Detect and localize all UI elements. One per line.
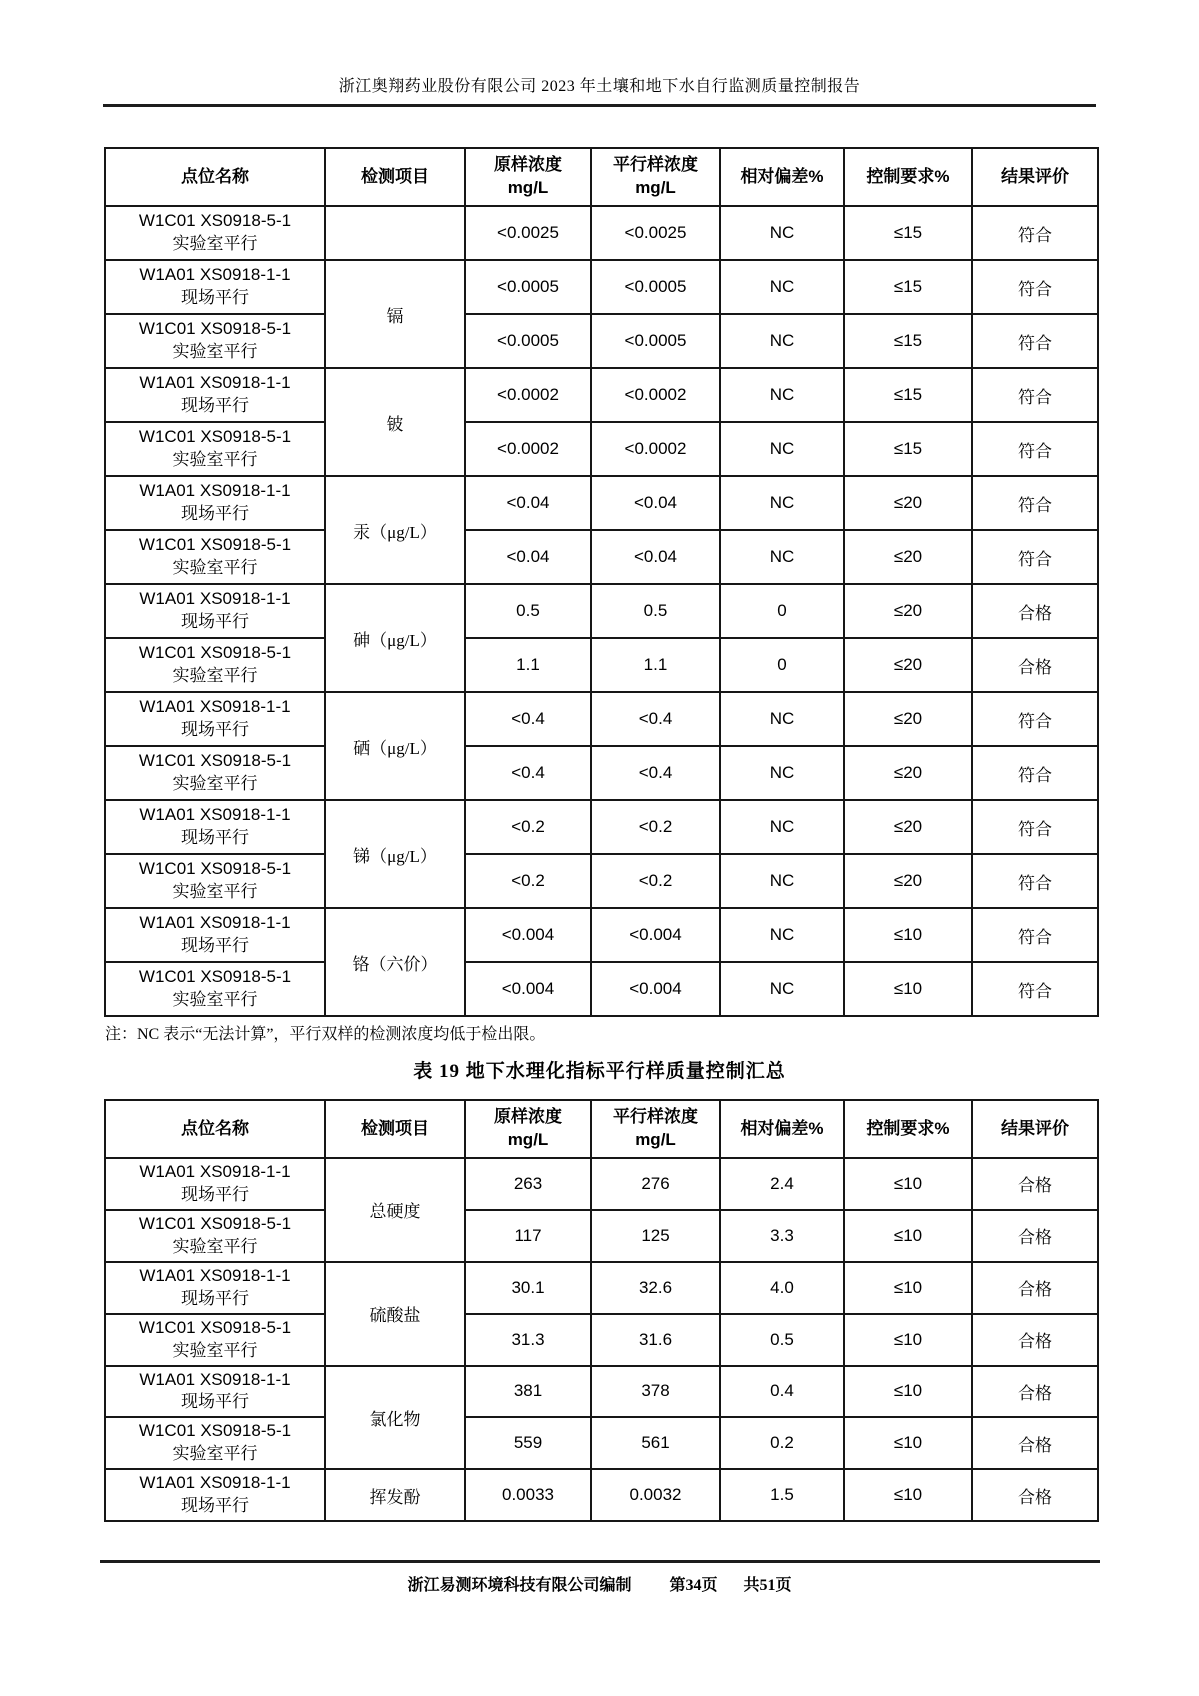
point-name-cell <box>105 1158 325 1210</box>
result-evaluation-cell: 符合 <box>972 530 1098 584</box>
point-type: 现场平行 <box>181 504 249 523</box>
point-name-cell <box>105 1210 325 1262</box>
table-row <box>105 1469 1098 1521</box>
control-requirement-cell: ≤20 <box>844 530 972 584</box>
point-type: 实验室平行 <box>172 342 258 361</box>
relative-deviation-cell: NC <box>720 368 844 422</box>
duplicate-concentration-cell: 0.5 <box>591 584 720 638</box>
original-concentration-cell: 31.3 <box>465 1314 591 1366</box>
relative-deviation-cell: NC <box>720 476 844 530</box>
footer-page-number: 第34页 <box>669 1577 718 1594</box>
relative-deviation-cell: NC <box>720 422 844 476</box>
relative-deviation-cell: 0.2 <box>720 1417 844 1469</box>
point-code: W1C01 XS0918-5-1 <box>138 535 292 555</box>
test-item-cell: 氯化物 <box>325 1366 465 1470</box>
point-code: W1C01 XS0918-5-1 <box>138 751 292 771</box>
duplicate-concentration-cell: <0.0002 <box>591 368 720 422</box>
table-row <box>105 368 1098 422</box>
test-item-cell <box>325 206 465 260</box>
column-header <box>844 1100 972 1158</box>
duplicate-concentration-cell: <0.0005 <box>591 314 720 368</box>
relative-deviation-cell: NC <box>720 746 844 800</box>
control-requirement-cell: ≤10 <box>844 1366 972 1418</box>
test-item-cell: 总硬度 <box>325 1158 465 1262</box>
table-row <box>105 206 1098 260</box>
point-name-cell <box>105 692 325 746</box>
point-name-cell <box>105 1469 325 1521</box>
point-name-cell <box>105 530 325 584</box>
table-row <box>105 530 1098 584</box>
table-header-row <box>105 148 1098 206</box>
control-requirement-cell: ≤10 <box>844 1417 972 1469</box>
control-requirement-cell: ≤10 <box>844 1469 972 1521</box>
test-item-cell: 挥发酚 <box>325 1469 465 1521</box>
test-item-cell: 铍 <box>325 368 465 476</box>
control-requirement-cell: ≤20 <box>844 638 972 692</box>
duplicate-concentration-cell: 0.0032 <box>591 1469 720 1521</box>
duplicate-concentration-cell: <0.004 <box>591 908 720 962</box>
table-row <box>105 314 1098 368</box>
test-item-cell: 砷（μg/L） <box>325 584 465 692</box>
table-row <box>105 1262 1098 1314</box>
column-header-label: 控制要求% <box>866 166 950 186</box>
relative-deviation-cell: NC <box>720 206 844 260</box>
point-name-cell <box>105 206 325 260</box>
groundwater-physicochemical-parallel-qc-table <box>104 1099 1099 1522</box>
relative-deviation-cell: NC <box>720 908 844 962</box>
relative-deviation-cell: NC <box>720 692 844 746</box>
column-header <box>465 148 591 206</box>
relative-deviation-cell: 1.5 <box>720 1469 844 1521</box>
control-requirement-cell: ≤15 <box>844 260 972 314</box>
point-type: 现场平行 <box>181 396 249 415</box>
point-name-cell <box>105 476 325 530</box>
table-row <box>105 422 1098 476</box>
test-item-cell: 镉 <box>325 260 465 368</box>
result-evaluation-cell: 符合 <box>972 260 1098 314</box>
result-evaluation-cell: 合格 <box>972 1262 1098 1314</box>
column-header-unit: mg/L <box>635 178 676 197</box>
point-type: 现场平行 <box>181 720 249 739</box>
point-type: 现场平行 <box>181 1184 249 1204</box>
control-requirement-cell: ≤20 <box>844 746 972 800</box>
column-header-unit: mg/L <box>507 178 549 197</box>
point-type: 现场平行 <box>181 612 249 631</box>
test-item-cell: 铬（六价） <box>325 908 465 1016</box>
column-header-unit: mg/L <box>635 1130 676 1149</box>
duplicate-concentration-cell: <0.2 <box>591 800 720 854</box>
page-header-title: 浙江奥翔药业股份有限公司 2023 年土壤和地下水自行监测质量控制报告 <box>338 78 861 95</box>
point-name-cell <box>105 800 325 854</box>
original-concentration-cell: 381 <box>465 1366 591 1418</box>
table-row <box>105 1210 1098 1262</box>
point-type: 实验室平行 <box>172 234 258 253</box>
footer-publisher: 浙江易测环境科技有限公司编制 <box>407 1577 632 1594</box>
table-row <box>105 584 1098 638</box>
point-name-cell <box>105 422 325 476</box>
original-concentration-cell: <0.0002 <box>465 422 591 476</box>
result-evaluation-cell: 符合 <box>972 368 1098 422</box>
control-requirement-cell: ≤10 <box>844 1210 972 1262</box>
control-requirement-cell: ≤10 <box>844 908 972 962</box>
point-name-cell <box>105 1314 325 1366</box>
point-name-cell <box>105 1262 325 1314</box>
control-requirement-cell: ≤10 <box>844 1158 972 1210</box>
point-name-cell <box>105 1417 325 1469</box>
point-type: 现场平行 <box>181 828 249 847</box>
point-type: 现场平行 <box>181 936 249 955</box>
relative-deviation-cell: NC <box>720 800 844 854</box>
point-name-cell <box>105 908 325 962</box>
point-code: W1C01 XS0918-5-1 <box>138 643 292 663</box>
point-name-cell <box>105 314 325 368</box>
result-evaluation-cell: 合格 <box>972 584 1098 638</box>
column-header-label: 点位名称 <box>181 1118 249 1138</box>
result-evaluation-cell: 符合 <box>972 800 1098 854</box>
result-evaluation-cell: 符合 <box>972 314 1098 368</box>
table-header-row <box>105 1100 1098 1158</box>
relative-deviation-cell: 0 <box>720 638 844 692</box>
point-name-cell <box>105 854 325 908</box>
duplicate-concentration-cell: <0.004 <box>591 962 720 1016</box>
result-evaluation-cell: 符合 <box>972 206 1098 260</box>
original-concentration-cell: <0.0005 <box>465 260 591 314</box>
point-name-cell <box>105 368 325 422</box>
control-requirement-cell: ≤15 <box>844 368 972 422</box>
point-type: 实验室平行 <box>172 1236 258 1256</box>
original-concentration-cell: 559 <box>465 1417 591 1469</box>
duplicate-concentration-cell: <0.04 <box>591 476 720 530</box>
point-code: W1A01 XS0918-1-1 <box>139 805 291 825</box>
control-requirement-cell: ≤10 <box>844 962 972 1016</box>
point-type: 实验室平行 <box>172 882 258 901</box>
table-row <box>105 1314 1098 1366</box>
table2-title: 表 19 地下水理化指标平行样质量控制汇总 <box>413 1061 786 1082</box>
point-name-cell <box>105 260 325 314</box>
table-row <box>105 260 1098 314</box>
original-concentration-cell: <0.0002 <box>465 368 591 422</box>
duplicate-concentration-cell: 31.6 <box>591 1314 720 1366</box>
point-name-cell <box>105 1366 325 1418</box>
point-code: W1A01 XS0918-1-1 <box>139 1369 291 1389</box>
result-evaluation-cell: 符合 <box>972 854 1098 908</box>
column-header <box>720 148 844 206</box>
relative-deviation-cell: 0.4 <box>720 1366 844 1418</box>
column-header <box>972 1100 1098 1158</box>
relative-deviation-cell: 2.4 <box>720 1158 844 1210</box>
table-row <box>105 692 1098 746</box>
test-item-cell: 锑（μg/L） <box>325 800 465 908</box>
point-type: 现场平行 <box>181 1288 249 1308</box>
duplicate-concentration-cell: <0.2 <box>591 854 720 908</box>
original-concentration-cell: 0.5 <box>465 584 591 638</box>
point-name-cell <box>105 638 325 692</box>
result-evaluation-cell: 符合 <box>972 476 1098 530</box>
original-concentration-cell: <0.4 <box>465 692 591 746</box>
original-concentration-cell: <0.04 <box>465 530 591 584</box>
point-code: W1A01 XS0918-1-1 <box>139 589 291 609</box>
test-item-cell: 硒（μg/L） <box>325 692 465 800</box>
relative-deviation-cell: 3.3 <box>720 1210 844 1262</box>
result-evaluation-cell: 合格 <box>972 1417 1098 1469</box>
point-code: W1A01 XS0918-1-1 <box>139 697 291 717</box>
column-header-label: 平行样浓度 <box>613 1107 698 1127</box>
column-header-label: 检测项目 <box>361 1118 429 1138</box>
test-item-cell: 硫酸盐 <box>325 1262 465 1366</box>
control-requirement-cell: ≤10 <box>844 1262 972 1314</box>
point-type: 现场平行 <box>181 1496 249 1516</box>
duplicate-concentration-cell: <0.4 <box>591 692 720 746</box>
column-header-unit: mg/L <box>507 1130 549 1149</box>
original-concentration-cell: <0.004 <box>465 962 591 1016</box>
table-row <box>105 908 1098 962</box>
result-evaluation-cell: 符合 <box>972 422 1098 476</box>
result-evaluation-cell: 符合 <box>972 908 1098 962</box>
footer-page-total: 共51页 <box>743 1577 792 1594</box>
point-code: W1A01 XS0918-1-1 <box>139 1473 291 1493</box>
original-concentration-cell: 117 <box>465 1210 591 1262</box>
table-note: 注：NC 表示“无法计算”，平行双样的检测浓度均低于检出限。 <box>105 1026 546 1043</box>
result-evaluation-cell: 合格 <box>972 1366 1098 1418</box>
column-header-label: 原样浓度 <box>494 1107 562 1127</box>
point-code: W1C01 XS0918-5-1 <box>138 427 292 447</box>
duplicate-concentration-cell: 125 <box>591 1210 720 1262</box>
column-header-label: 结果评价 <box>1001 1118 1069 1138</box>
column-header <box>325 1100 465 1158</box>
groundwater-metal-parallel-qc-table <box>104 147 1099 1017</box>
point-code: W1C01 XS0918-5-1 <box>138 319 292 339</box>
point-type: 现场平行 <box>181 1392 249 1412</box>
column-header-label: 相对偏差% <box>740 166 824 186</box>
point-type: 实验室平行 <box>172 558 258 577</box>
duplicate-concentration-cell: 276 <box>591 1158 720 1210</box>
original-concentration-cell: <0.2 <box>465 854 591 908</box>
table-row <box>105 1417 1098 1469</box>
result-evaluation-cell: 合格 <box>972 1469 1098 1521</box>
point-code: W1A01 XS0918-1-1 <box>139 1162 291 1181</box>
column-header <box>844 148 972 206</box>
point-type: 实验室平行 <box>172 666 258 685</box>
point-type: 现场平行 <box>181 288 249 307</box>
relative-deviation-cell: 0.5 <box>720 1314 844 1366</box>
original-concentration-cell: 30.1 <box>465 1262 591 1314</box>
column-header-label: 检测项目 <box>361 166 429 186</box>
table-row <box>105 1366 1098 1418</box>
test-item-cell: 汞（μg/L） <box>325 476 465 584</box>
column-header <box>465 1100 591 1158</box>
original-concentration-cell: <0.0025 <box>465 206 591 260</box>
table-row <box>105 476 1098 530</box>
duplicate-concentration-cell: 1.1 <box>591 638 720 692</box>
duplicate-concentration-cell: <0.4 <box>591 746 720 800</box>
result-evaluation-cell: 合格 <box>972 1158 1098 1210</box>
duplicate-concentration-cell: <0.0025 <box>591 206 720 260</box>
column-header-label: 原样浓度 <box>494 155 562 175</box>
point-name-cell <box>105 584 325 638</box>
column-header <box>591 1100 720 1158</box>
page-footer <box>0 1560 1199 1595</box>
column-header <box>720 1100 844 1158</box>
result-evaluation-cell: 符合 <box>972 962 1098 1016</box>
duplicate-concentration-cell: <0.0002 <box>591 422 720 476</box>
table-row <box>105 1158 1098 1210</box>
point-code: W1C01 XS0918-5-1 <box>138 1421 292 1441</box>
point-code: W1A01 XS0918-1-1 <box>139 913 291 933</box>
point-code: W1A01 XS0918-1-1 <box>139 481 291 501</box>
control-requirement-cell: ≤15 <box>844 314 972 368</box>
control-requirement-cell: ≤15 <box>844 422 972 476</box>
point-type: 实验室平行 <box>172 774 258 793</box>
result-evaluation-cell: 符合 <box>972 746 1098 800</box>
table-row <box>105 800 1098 854</box>
footer-divider <box>100 1560 1100 1563</box>
column-header-label: 点位名称 <box>181 166 249 186</box>
original-concentration-cell: 1.1 <box>465 638 591 692</box>
control-requirement-cell: ≤10 <box>844 1314 972 1366</box>
point-type: 实验室平行 <box>172 450 258 469</box>
result-evaluation-cell: 合格 <box>972 1210 1098 1262</box>
original-concentration-cell: <0.0005 <box>465 314 591 368</box>
point-type: 实验室平行 <box>172 1444 258 1464</box>
point-type: 实验室平行 <box>172 1340 258 1360</box>
point-code: W1A01 XS0918-1-1 <box>139 265 291 285</box>
relative-deviation-cell: 0 <box>720 584 844 638</box>
control-requirement-cell: ≤20 <box>844 854 972 908</box>
relative-deviation-cell: NC <box>720 962 844 1016</box>
relative-deviation-cell: NC <box>720 854 844 908</box>
original-concentration-cell: 263 <box>465 1158 591 1210</box>
header-divider <box>103 104 1096 107</box>
point-code: W1C01 XS0918-5-1 <box>138 1213 292 1233</box>
point-code: W1A01 XS0918-1-1 <box>139 373 291 393</box>
column-header-label: 相对偏差% <box>740 1118 824 1138</box>
table-row <box>105 962 1098 1016</box>
relative-deviation-cell: 4.0 <box>720 1262 844 1314</box>
point-type: 实验室平行 <box>172 990 258 1009</box>
column-header <box>972 148 1098 206</box>
original-concentration-cell: <0.004 <box>465 908 591 962</box>
result-evaluation-cell: 符合 <box>972 692 1098 746</box>
point-code: W1C01 XS0918-5-1 <box>138 967 292 987</box>
duplicate-concentration-cell: <0.0005 <box>591 260 720 314</box>
point-code: W1A01 XS0918-1-1 <box>139 1265 291 1285</box>
control-requirement-cell: ≤15 <box>844 206 972 260</box>
table-row <box>105 854 1098 908</box>
column-header <box>591 148 720 206</box>
table-row <box>105 746 1098 800</box>
point-code: W1C01 XS0918-5-1 <box>138 1317 292 1337</box>
original-concentration-cell: <0.2 <box>465 800 591 854</box>
original-concentration-cell: <0.04 <box>465 476 591 530</box>
relative-deviation-cell: NC <box>720 530 844 584</box>
relative-deviation-cell: NC <box>720 260 844 314</box>
column-header-label: 控制要求% <box>866 1118 950 1138</box>
original-concentration-cell: 0.0033 <box>465 1469 591 1521</box>
control-requirement-cell: ≤20 <box>844 692 972 746</box>
relative-deviation-cell: NC <box>720 314 844 368</box>
column-header <box>325 148 465 206</box>
point-code: W1C01 XS0918-5-1 <box>138 859 292 879</box>
point-name-cell <box>105 746 325 800</box>
control-requirement-cell: ≤20 <box>844 476 972 530</box>
control-requirement-cell: ≤20 <box>844 800 972 854</box>
duplicate-concentration-cell: 32.6 <box>591 1262 720 1314</box>
column-header-label: 结果评价 <box>1001 166 1069 186</box>
original-concentration-cell: <0.4 <box>465 746 591 800</box>
point-name-cell <box>105 962 325 1016</box>
column-header <box>105 1100 325 1158</box>
table-row <box>105 638 1098 692</box>
point-code: W1C01 XS0918-5-1 <box>138 211 292 231</box>
duplicate-concentration-cell: 378 <box>591 1366 720 1418</box>
column-header-label: 平行样浓度 <box>613 155 698 175</box>
result-evaluation-cell: 合格 <box>972 638 1098 692</box>
duplicate-concentration-cell: 561 <box>591 1417 720 1469</box>
control-requirement-cell: ≤20 <box>844 584 972 638</box>
result-evaluation-cell: 合格 <box>972 1314 1098 1366</box>
duplicate-concentration-cell: <0.04 <box>591 530 720 584</box>
column-header <box>105 148 325 206</box>
